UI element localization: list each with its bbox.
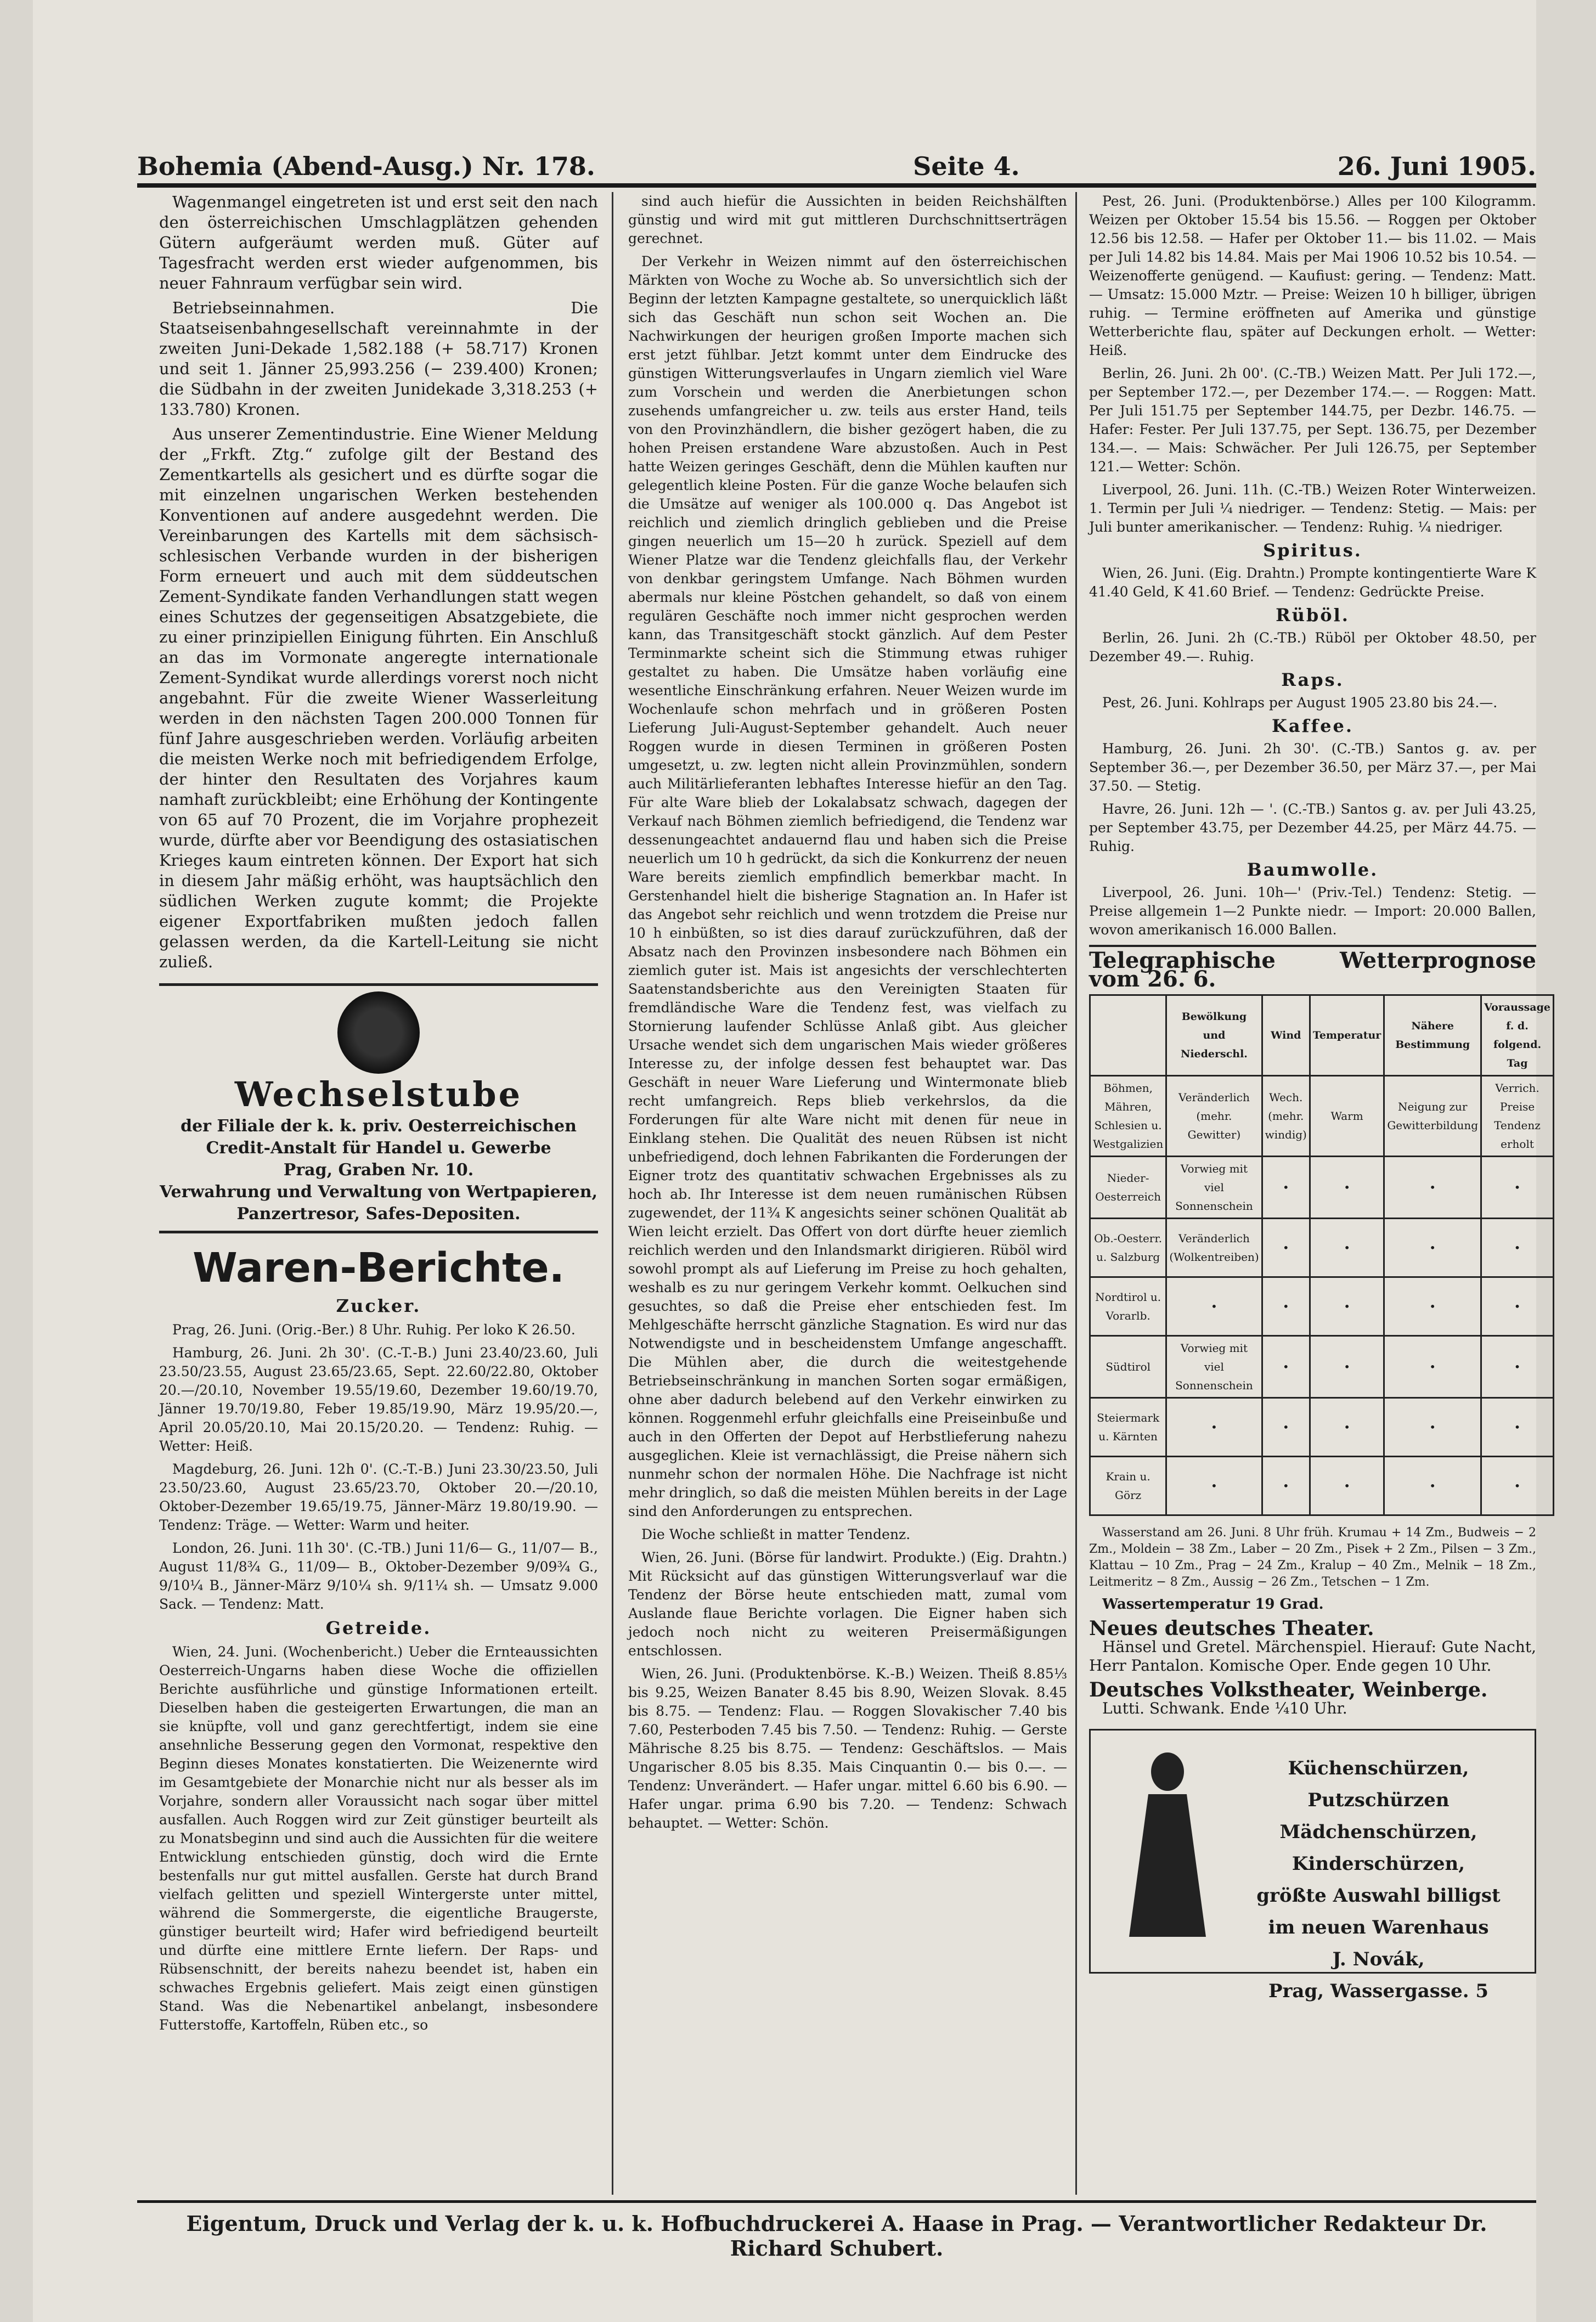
weather-value-cell: • [1481, 1398, 1554, 1457]
header-page-number: Seite 4. [913, 151, 1020, 181]
weather-value-cell: • [1262, 1277, 1310, 1336]
theatre-2-title: Deutsches Volkstheater, Weinberge. [1089, 1678, 1488, 1701]
subsection-baumwolle: Baumwolle. [1247, 859, 1379, 880]
paragraph-wagenmangel: Wagenmangel eingetreten ist und erst seit den nach den österreichischen Umschlagplätzen gehenden Gütern aufgeräumt werden muß. Güter auf Tagesfracht werden erst wieder aufgenommen, bis neuer Fahnraum verfügbar sein wird. [159, 193, 598, 292]
weather-forecast-table [1089, 994, 1554, 1516]
paragraph-betriebseinnahmen: Betriebseinnahmen. Die Staatseisenbahngesellschaft vereinnahmte in der zweiten Juni-Dekade 1,582.188 (+ 58.717) Kronen und seit 1. Jänner 25,993.256 (− 239.400) Kronen; die Südbahn in der zweiten Junidekade 3,318.253 (+ 133.780) Kronen. [159, 298, 598, 419]
column-2 [628, 192, 1067, 2195]
ad-line: Prag, Wassergasse. 5 [1268, 1980, 1489, 2002]
column-rule-1 [612, 192, 613, 2195]
header-paper-name: Bohemia (Abend-Ausg.) Nr. 178. [137, 151, 595, 181]
weather-value-cell: • [1310, 1277, 1384, 1336]
page-footer-imprint: Eigentum, Druck und Verlag der k. u. k. Hofbuchdruckerei A. Haase in Prag. — Verantwortlicher Redakteur Dr. Richard Schubert. [186, 2211, 1487, 2261]
weather-value-cell: • [1310, 1336, 1384, 1398]
report-baumwolle-liverpool: Liverpool, 26. Juni. 10h—' (Priv.-Tel.) Tendenz: Stetig. — Preise allgemein 1—2 Punkte niedr. — Import: 20.000 Ballen, wovon amerikanisch 16.000 Ballen. [1089, 884, 1536, 938]
water-level-report: Wasserstand am 26. Juni. 8 Uhr früh. Krumau + 14 Zm., Budweis − 2 Zm., Moldein − 38 Zm., Laber − 20 Zm., Pisek + 2 Zm., Pilsen − 3 Zm., Klattau − 10 Zm., Prag − 24 Zm., Kralup − 40 Zm., Melnik − 18 Zm., Leitmeritz − 8 Zm., Aussig − 26 Zm., Tetschen − 1 Zm. [1089, 1526, 1536, 1589]
report-wien-boerse: Wien, 26. Juni. (Börse für landwirt. Produkte.) (Eig. Drahtn.) Mit Rücksicht auf das günstigen Witterungsverlauf war die Tendenz der Börse heute entschieden matt, zumal vom Auslande flaue Berichte vorlagen. Die Eigner haben sich jedoch noch nicht zu weiteren Preisermäßigungen entschlossen. [628, 1549, 1067, 1659]
bank-line-1: der Filiale der k. k. priv. Oesterreichischen [181, 1117, 577, 1136]
header-date: 26. Juni 1905. [1337, 151, 1536, 181]
weather-region-cell: Böhmen, Mähren, Schlesien u. Westgalizien [1090, 1076, 1166, 1157]
weather-value-cell: Warm [1310, 1076, 1384, 1157]
paragraph-verkehr-weizen: Der Verkehr in Weizen nimmt auf den österreichischen Märkten von Woche zu Woche ab. So unversichtlich sich der Beginn der letzten Kampagne gestaltete, so unerquicklich läßt sich das Geschäft nun schon seit Wochen an. Die Nachwirkungen der heurigen großen Importe machen sich erst jetzt fühlbar. Jetzt kommt unter dem Eindrucke des günstigen Witterungsverlaufes in Ungarn ziemlich viel Ware zum Vorschein und werden die Anerbietungen schon zusehends umfangreicher u. zw. teils aus erster Hand, teils von den Provinzhändlern, die bisher gezögert haben, die zu hohen Preisen erstandene Ware abzustoßen. Auch in Pest hatte Weizen geringes Geschäft, denn die Mühlen kauften nur gelegentlich kleine Posten. Für die ganze Woche belaufen sich die Umsätze auf weniger als 100.000 q. Das Angebot ist reichlich und ziemlich dringlich geblieben und die Preise gingen neuerlich um 15—20 h zurück. Speziell auf dem Wiener Platze war die Tendenz gleichfalls flau, der Verkehr von denkbar geringstem Umfange. Nach Böhmen wurden abermals nur kleine Pöstchen gehandelt, so daß von einem regulären Geschäfte noch immer nicht gesprochen werden kann, das Transitgeschäft stockt gänzlich. Auf dem Pester Terminmarkte scheint sich die Stimmung etwas ruhiger gestaltet zu haben. Die Umsätze haben vorläufig eine wesentliche Einschränkung erfahren. Neuer Weizen wurde im Wochenlaufe schon mehrfach und in größeren Posten Lieferung Juli-August-September gehandelt. Auch neuer Roggen wurde in diesen Terminen in größeren Posten umgesetzt, u. zw. legten nicht allein Provinzmühlen, sondern auch Militärlieferanten lebhaftes Interesse hiefür an den Tag. Für alte Ware blieb der Lokalabsatz schwach, dagegen der Verkauf nach Böhmen ziemlich befriedigend, die Tendenz war dessenungeachtet andauernd flau und haben sich die Preise neuerlich um 10 h gedrückt, da sich die Konkurrenz der neuen Ware bereits ziemlich empfindlich bemerkbar macht. In Gerstenhandel hielt die bisherige Stagnation an. In Hafer ist das Angebot sehr reichlich und wenn trotzdem die Preise nur 10 h einbüßten, so ist dies darauf zurückzuführen, daß der Absatz nach den Provinzen insbesondere nach Böhmen ein ziemlich guter ist. Mais ist angesichts der verschlechterten Saatenstandsberichte aus den Vereinigten Staaten für fremdländische Ware die Tendenz fest, was vielfach zu Stornierung laufender Schlüsse Anlaß gibt. Aus gleicher Ursache wendet sich dem ungarischen Mais wieder größeres Interesse zu, der infolge dessen fest behauptet war. Das Geschäft in neuer Ware Lieferung und Wintermonate blieb recht umfangreich. Reps blieb verkehrslos, da die Forderungen für alte Ware nicht mit denen für neue in Einklang stehen. Die Qualität des neuen Rübsen ist nicht unbefriedigend, doch lehnen Fabrikanten die Forderungen der Eigner trotz des quantitativ schwachen Ergebnisses als zu hoch ab. Ihr Interesse ist dem neuen rumänischen Rübsen zugewendet, der 11¾ K angesichts seiner schönen Qualität ab Wien leicht erzielt. Das Offert von dort dürfte heuer ziemlich reichlich werden und den Inlandsmarkt dirigieren. Rüböl wird sowohl prompt als auf Lieferung im Preise zu hoch gehalten, weshalb es zu nur geringem Verkehr kommt. Oelkuchen sind gesuchtes, so daß die Preise eher entschieden fest. Im Mehlgeschäfte herrscht gänzliche Stagnation. Es wird nur das Notwendigste und in bescheidenstem Umfange angeschafft. Die Mühlen aber, die durch die weitestgehende Betriebseinschränkung in manchen Sorten sogar ermäßigen, ohne aber dadurch belebend auf den Verkehr einwirken zu können. Roggenmehl erfuhr gleichfalls eine Preiseinbuße und auch in den Offerten der Depot auf Herbstlieferung nahezu ausgeglichen. Kleie ist vernachlässigt, die Preise nähern sich nunmehr schon der normalen Höhe. Die Nachfrage ist nicht mehr dringlich, so daß die meisten Mühlen bereits in der Lage sind den Anforderungen zu entsprechen. [628, 253, 1067, 1519]
eagle-emblem-icon [337, 991, 420, 1074]
bank-advertisement [159, 983, 598, 1233]
weather-row [1090, 1157, 1554, 1219]
weather-value-cell: • [1262, 1457, 1310, 1515]
water-temperature: Wassertemperatur 19 Grad. [1102, 1596, 1324, 1613]
weather-value-cell: Veränderlich (mehr. Gewitter) [1166, 1076, 1262, 1157]
weather-value-cell: • [1166, 1277, 1262, 1336]
weather-value-cell: • [1481, 1457, 1554, 1515]
weather-value-cell: • [1262, 1398, 1310, 1457]
ad-line: Kinderschürzen, [1292, 1853, 1465, 1875]
page-header [137, 143, 1536, 181]
weather-value-cell: • [1310, 1157, 1384, 1219]
weather-value-cell: • [1384, 1457, 1481, 1515]
report-liverpool: Liverpool, 26. Juni. 11h. (C.-TB.) Weizen Roter Winterweizen. 1. Termin per Juli ¼ niedriger. — Tendenz: Stetig. — Mais: per Juli bunter amerikanischer. — Tendenz: Ruhig. ¼ niedriger. [1089, 482, 1536, 535]
report-zucker-london: London, 26. Juni. 11h 30'. (C.-TB.) Juni 11/6— G., 11/07— B., August 11/8¾ G., 11/09— B., Oktober-Dezember 9/09¾ G., 9/10¼ B., Jänner-März 9/10¼ sh. 9/11¼ sh. — Umsatz 9.000 Sack. — Tendenz: Matt. [159, 1540, 598, 1612]
bank-line-3: Prag, Graben Nr. 10. [283, 1160, 474, 1180]
report-kaffee-hamburg: Hamburg, 26. Juni. 2h 30'. (C.-TB.) Santos g. av. per September 36.—, per Dezember 36.50, per März 37.—, per Mai 37.50. — Stetig. [1089, 741, 1536, 794]
weather-value-cell: • [1166, 1398, 1262, 1457]
weather-value-cell: • [1384, 1398, 1481, 1457]
dress-form-icon [1129, 1752, 1206, 1939]
weather-value-cell: • [1481, 1219, 1554, 1277]
weather-header-cell: Wind [1262, 995, 1310, 1076]
apron-ad-text [1233, 1752, 1524, 2007]
weather-value-cell: Vorwieg mit viel Sonnenschein [1166, 1157, 1262, 1219]
weather-value-cell: • [1262, 1336, 1310, 1398]
ad-line: Küchenschürzen, Putzschürzen [1288, 1757, 1469, 1811]
report-zucker-hamburg: Hamburg, 26. Juni. 2h 30'. (C.-T.-B.) Juni 23.40/23.60, Juli 23.50/23.55, August 23.65/23.65, Sept. 22.60/22.80, Oktober 20.—/20.10, November 19.55/19.60, Dezember 19.60/19.70, Jänner 19.70/19.80, Feber 19.85/19.90, März 19.95/20.—, April 20.05/20.10, Mai 20.15/20.20. — Tendenz: Ruhig. — Wetter: Heiß. [159, 1345, 598, 1454]
weather-row [1090, 1336, 1554, 1398]
weather-header-cell [1090, 995, 1166, 1076]
bank-line-5: Panzertresor, Safes-Depositen. [236, 1204, 521, 1224]
weather-value-cell: Neigung zur Gewitterbildung [1384, 1076, 1481, 1157]
theatre-2-program: Lutti. Schwank. Ende ¼10 Uhr. [1102, 1699, 1347, 1717]
weather-row [1090, 1398, 1554, 1457]
weather-value-cell: • [1310, 1457, 1384, 1515]
weather-value-cell: • [1262, 1219, 1310, 1277]
weather-value-cell: • [1384, 1277, 1481, 1336]
weather-header-row [1090, 995, 1554, 1076]
column-3 [1089, 192, 1550, 2195]
subsection-getreide: Getreide. [325, 1617, 432, 1638]
subsection-kaffee: Kaffee. [1272, 715, 1354, 736]
column-1 [159, 192, 598, 2195]
theatre-1-program: Hänsel und Gretel. Märchenspiel. Hierauf: Gute Nacht, Herr Pantalon. Komische Oper. Ende gegen 10 Uhr. [1089, 1638, 1536, 1675]
apron-advertisement [1089, 1729, 1536, 2002]
report-wien-produktenboerse: Wien, 26. Juni. (Produktenbörse. K.-B.) Weizen. Theiß 8.85⅓ bis 9.25, Weizen Banater 8.45 bis 8.90, Weizen Slovak. 8.45 bis 8.75. — Tendenz: Flau. — Roggen Slovakischer 7.40 bis 7.60, Pesterboden 7.45 bis 7.50. — Tendenz: Ruhig. — Gerste Mährische 8.25 bis 8.75. — Tendenz: Geschäftslos. — Mais Ungarischer 8.05 bis 8.35. Mais Cinquantin 0.— bis 0.—. — Tendenz: Unverändert. — Hafer ungar. mittel 6.60 bis 6.90. — Hafer ungar. prima 6.90 bis 7.20. — Tendenz: Schwach behauptet. — Wetter: Schön. [628, 1666, 1067, 1831]
weather-region-cell: Nieder-Oesterreich [1090, 1157, 1166, 1219]
report-zucker-prag: Prag, 26. Juni. (Orig.-Ber.) 8 Uhr. Ruhig. Per loko K 26.50. [172, 1322, 576, 1338]
weather-value-cell: Vorwieg mit viel Sonnenschein [1166, 1336, 1262, 1398]
ad-line: J. Novák, [1332, 1948, 1425, 1970]
weather-region-cell: Südtirol [1090, 1336, 1166, 1398]
ad-line: im neuen Warenhaus [1268, 1917, 1489, 1938]
weather-region-cell: Krain u. Görz [1090, 1457, 1166, 1515]
weather-row [1090, 1076, 1554, 1157]
report-spiritus-wien: Wien, 26. Juni. (Eig. Drahtn.) Prompte kontingentierte Ware K 41.40 Geld, K 41.60 Brief. — Tendenz: Gedrückte Preise. [1089, 565, 1536, 600]
weather-header-cell: Bewölkung und Niederschl. [1166, 995, 1262, 1076]
weather-value-cell: • [1481, 1157, 1554, 1219]
subsection-raps: Raps. [1281, 669, 1344, 690]
header-rule [137, 183, 1536, 188]
weather-region-cell: Nordtirol u. Vorarlb. [1090, 1277, 1166, 1336]
subsection-zucker: Zucker. [336, 1295, 421, 1316]
weather-region-cell: Steiermark u. Kärnten [1090, 1398, 1166, 1457]
ad-line: größte Auswahl billigst [1256, 1885, 1501, 1907]
theatre-1-title: Neues deutsches Theater. [1089, 1617, 1374, 1640]
weather-value-cell: • [1262, 1157, 1310, 1219]
weather-value-cell: • [1384, 1219, 1481, 1277]
report-zucker-magdeburg: Magdeburg, 26. Juni. 12h 0'. (C.-T.-B.) Juni 23.30/23.50, Juli 23.50/23.60, August 23.65/23.70, Oktober 20.—/20.10, Oktober-Dezember 19.65/19.75, Jänner-März 19.80/19.90. — Tendenz: Träge. — Wetter: Warm und heiter. [159, 1461, 598, 1533]
weather-header-cell: Temperatur [1310, 995, 1384, 1076]
weather-value-cell: • [1384, 1336, 1481, 1398]
weather-header-cell: Nähere Bestimmung [1384, 995, 1481, 1076]
weather-value-cell: Veränderlich (Wolkentreiben) [1166, 1219, 1262, 1277]
weather-value-cell: • [1481, 1336, 1554, 1398]
footer-rule [137, 2200, 1536, 2203]
weather-value-cell: • [1310, 1219, 1384, 1277]
bank-line-4: Verwahrung und Verwaltung von Wertpapieren, [159, 1182, 598, 1202]
weather-row [1090, 1277, 1554, 1336]
weather-value-cell: • [1384, 1157, 1481, 1219]
weather-value-cell: • [1481, 1277, 1554, 1336]
report-pest: Pest, 26. Juni. (Produktenbörse.) Alles per 100 Kilogramm. Weizen per Oktober 15.54 bis 15.56. — Roggen per Oktober 12.56 bis 12.58. — Hafer per Oktober 11.— bis 11.02. — Mais per Juli 14.82 bis 14.84. Mais per Mai 1906 10.52 bis 10.54. — Weizenofferte genügend. — Kaufiust: gering. — Tendenz: Matt. — Umsatz: 15.000 Mztr. — Preise: Weizen 10 h billiger, übrigen ruhig. — Termine eröffneten auf Amerika und günstige Wetterberichte flau, später auf Deckungen erholt. — Wetter: Heiß. [1089, 193, 1536, 358]
report-raps-pest: Pest, 26. Juni. Kohlraps per August 1905 23.80 bis 24.—. [1102, 695, 1498, 711]
subsection-rueboel: Rüböl. [1276, 605, 1350, 625]
weather-row [1090, 1457, 1554, 1515]
weather-value-cell: • [1310, 1398, 1384, 1457]
paragraph-aussichten: sind auch hiefür die Aussichten in beiden Reichshälften günstig und wird mit gut mittleren Durchschnittserträgen gerechnet. [628, 193, 1067, 246]
subsection-spiritus: Spiritus. [1263, 540, 1362, 561]
weather-value-cell: • [1166, 1457, 1262, 1515]
report-rueboel-berlin: Berlin, 26. Juni. 2h (C.-TB.) Rüböl per Oktober 48.50, per Dezember 49.—. Ruhig. [1089, 630, 1536, 664]
weather-region-cell: Ob.-Oesterr. u. Salzburg [1090, 1219, 1166, 1277]
bank-line-2: Credit-Anstalt für Handel u. Gewerbe [206, 1139, 551, 1158]
weather-header-cell: Voraussage f. d. folgend. Tag [1481, 995, 1554, 1076]
paragraph-zementindustrie: Aus unserer Zementindustrie. Eine Wiener Meldung der „Frkft. Ztg.“ zufolge gilt der Bestand des Zementkartells als gesichert und es dürfte sogar die mit einzelnen ungarischen Werken bestehenden Konventionen auf andere ausgedehnt werden. Die Vereinbarungen des Kartells mit dem sächsisch-schlesischen Verbande wurden in der bisherigen Form erneuert und auch mit dem süddeutschen Zement-Syndikate fanden Verhandlungen statt wegen eines Schutzes der gegenseitigen Absatzgebiete, die zu einer prinzipiellen Einigung führten. Ein Anschluß an das im Vormonate angeregte internationale Zement-Syndikat wurde allerdings vorerst noch nicht angebahnt. Für die zweite Wiener Wasserleitung werden in den nächsten Tagen 200.000 Tonnen für fünf Jahre ausgeschrieben werden. Vorläufig arbeiten die meisten Werke noch mit befriedigendem Erfolge, der hinter den Resultaten des Vorjahres kaum namhaft zurückbleibt; eine Erhöhung der Kontingente von 65 auf 70 Prozent, die im Vorjahre prophezeit wurde, dürfte aber vor Beendigung des ostasiatischen Krieges kaum eintreten können. Der Export hat sich in diesem Jahr mäßig erhöht, was hauptsächlich den südlichen Werken zugute kommt; die Projekte eigener Exportfabriken mußten jedoch fallen gelassen werden, da die Kartell-Leitung sie nicht zuließ. [159, 425, 598, 971]
paragraph-woche-schliesst: Die Woche schließt in matter Tendenz. [641, 1526, 911, 1542]
column-rule-2 [1075, 192, 1077, 2195]
report-kaffee-havre: Havre, 26. Juni. 12h — '. (C.-TB.) Santos g. av. per Juli 43.25, per September 43.75, per Dezember 44.25, per März 44.75. — Ruhig. [1089, 801, 1536, 854]
section-title-waren-berichte: Waren-Berichte. [193, 1244, 565, 1292]
weather-forecast-title: Telegraphische Wetterprognose vom 26. 6. [1089, 945, 1536, 989]
ad-line: Mädchenschürzen, [1279, 1821, 1477, 1843]
report-berlin: Berlin, 26. Juni. 2h 00'. (C.-TB.) Weizen Matt. Per Juli 172.—, per September 172.—, per Dezember 174.—. — Roggen: Matt. Per Juli 151.75 per September 144.75, per Dezbr. 146.75. — Hafer: Fester. Per Juli 137.75, per Sept. 136.75, per Dezember 134.—. — Mais: Schwächer. Per Juli 126.75, per September 121.— Wetter: Schön. [1089, 365, 1536, 475]
weather-value-cell: Verrich. Preise Tendenz erholt [1481, 1076, 1554, 1157]
bank-title: Wechselstube [234, 1074, 523, 1114]
weather-value-cell: Wech. (mehr. windig) [1262, 1076, 1310, 1157]
weather-row [1090, 1219, 1554, 1277]
report-getreide-wien: Wien, 24. Juni. (Wochenbericht.) Ueber die Ernteaussichten Oesterreich-Ungarns haben diese Woche die offiziellen Berichte ausführliche und günstige Informationen erteilt. Dieselben haben die gesteigerten Erwartungen, die man an sie knüpfte, voll und ganz gerechtfertigt, indem sie eine ansehnliche Besserung gegen den Vormonat, respektive den Beginn dieses Monates konstatierten. Die Weizenernte wird im Gesamtgebiete der Monarchie nicht nur als besser als im Vorjahre, sondern aller Voraussicht nach sogar über mittel ausfallen. Auch Roggen wird zur Zeit günstiger beurteilt als zu Monatsbeginn und sind auch die Aussichten für die weitere Entwicklung entschieden günstig, doch wird die Ernte bestenfalls nur gut mittel ausfallen. Gerste hat durch Brand vielfach gelitten und speziell Wintergerste unter mittel, während die Sommergerste, die eigentliche Braugerste, günstiger beurteilt wird; Hafer wird befriedigend beurteilt und dürfte eine mittlere Ernte liefern. Der Raps- und Rübsenschnitt, der bereits nahezu beendet ist, haben ein schwaches Ergebnis geliefert. Mais zeigt einen günstigen Stand. Was die Nebenartikel anbelangt, insbesondere Futterstoffe, Kartoffeln, Rüben etc., so [159, 1644, 598, 2033]
